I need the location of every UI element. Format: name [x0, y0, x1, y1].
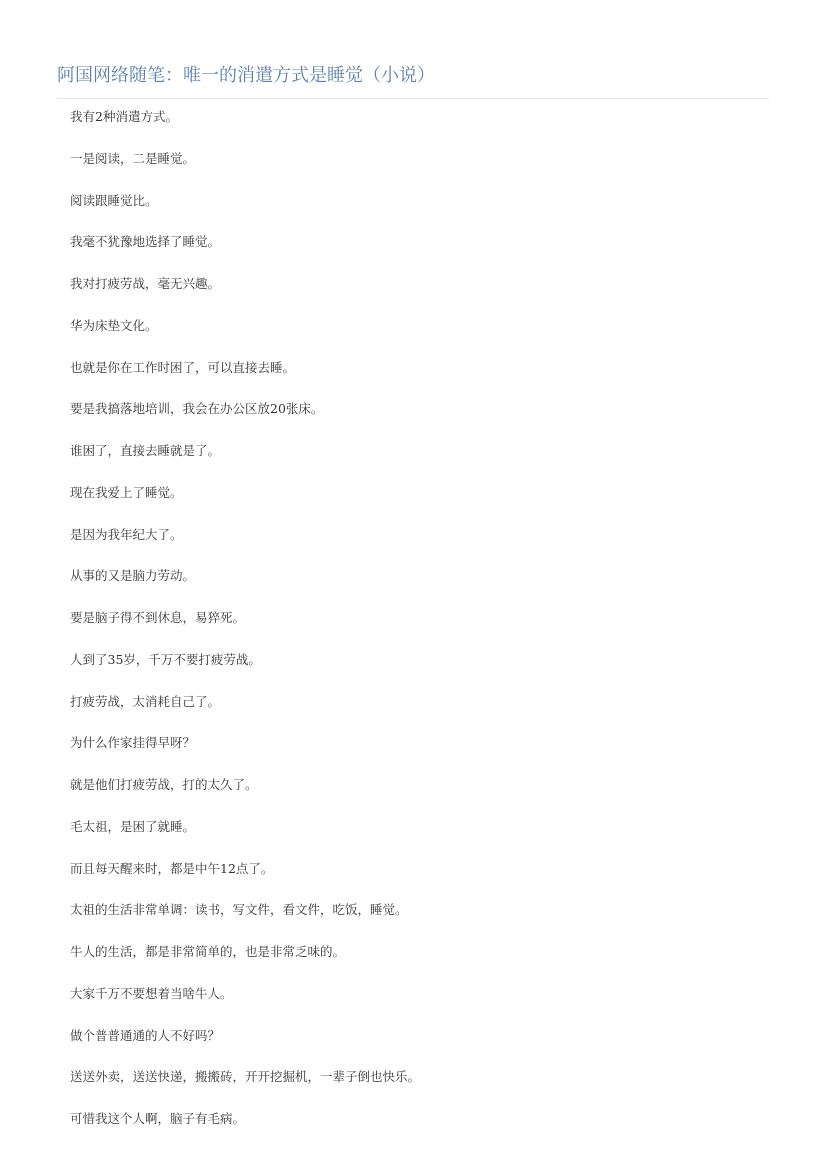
paragraph: 送送外卖，送送快递，搬搬砖，开开挖掘机，一辈子倒也快乐。 — [70, 1069, 421, 1085]
paragraph: 太祖的生活非常单调：读书，写文件，看文件，吃饭，睡觉。 — [70, 902, 408, 918]
paragraph: 人到了35岁，千万不要打疲劳战。 — [70, 651, 261, 667]
paragraph: 就是他们打疲劳战，打的太久了。 — [70, 777, 258, 792]
paragraph: 华为床垫文化。 — [70, 317, 158, 333]
paragraph: 一是阅读，二是睡觉。 — [70, 150, 196, 166]
paragraph: 而且每天醒来时，都是中午12点了。 — [70, 860, 274, 876]
paragraph: 可惜我这个人啊，脑子有毛病。 — [70, 1111, 246, 1126]
article-body — [70, 106, 770, 1150]
paragraph: 也就是你在工作时困了，可以直接去睡。 — [70, 359, 296, 375]
paragraph: 要是脑子得不到休息，易猝死。 — [70, 610, 246, 625]
paragraph: 谁困了，直接去睡就是了。 — [70, 443, 221, 458]
paragraph: 阅读跟睡觉比。 — [70, 192, 158, 208]
title-divider — [57, 98, 769, 99]
paragraph: 打疲劳战，太消耗自己了。 — [70, 693, 221, 709]
paragraph: 大家千万不要想着当啥牛人。 — [70, 985, 233, 1001]
paragraph: 牛人的生活，都是非常简单的，也是非常乏味的。 — [70, 944, 346, 959]
paragraph: 从事的又是脑力劳动。 — [70, 568, 196, 584]
paragraph: 毛太祖，是困了就睡。 — [70, 818, 196, 834]
paragraph: 为什么作家挂得早呀？ — [70, 735, 196, 751]
paragraph: 我有2种消遣方式。 — [70, 109, 178, 124]
article-title: 阿国网络随笔：唯一的消遣方式是睡觉（小说） — [57, 65, 435, 86]
paragraph: 现在我爱上了睡觉。 — [70, 484, 183, 500]
paragraph: 做个普普通通的人不好吗？ — [70, 1027, 221, 1043]
paragraph: 我毫不犹豫地选择了睡觉。 — [70, 234, 221, 250]
paragraph: 是因为我年纪大了。 — [70, 526, 183, 542]
paragraph: 要是我搞落地培训，我会在办公区放20张床。 — [70, 401, 324, 417]
paragraph: 我对打疲劳战，毫无兴趣。 — [70, 276, 221, 291]
